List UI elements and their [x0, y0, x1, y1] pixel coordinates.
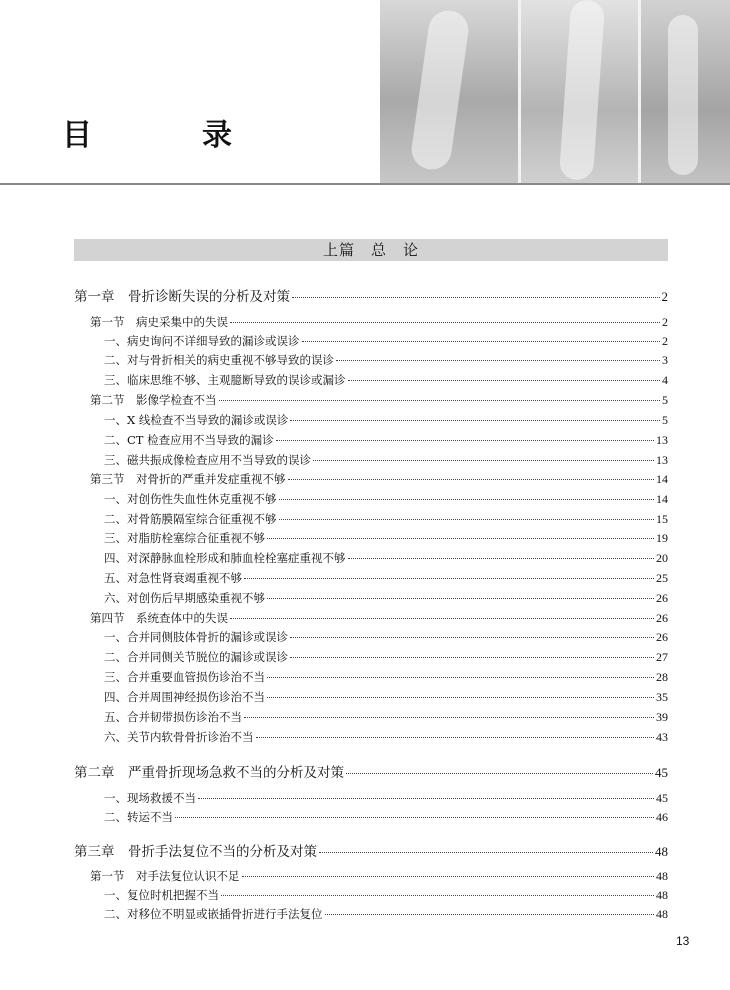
- toc-page-number: 14: [656, 472, 668, 486]
- toc-item-row: [104, 570, 668, 586]
- toc-item-title: 五、对急性肾衰竭重视不够: [104, 571, 242, 585]
- dot-leader: [219, 400, 661, 401]
- toc-page-number: 20: [656, 551, 668, 565]
- dot-leader: [292, 297, 660, 298]
- toc-page-number: 48: [656, 907, 668, 921]
- dot-leader: [267, 697, 654, 698]
- toc-item-row: [104, 809, 668, 825]
- dot-leader: [256, 737, 655, 738]
- toc-item-title: 一、合并同侧肢体骨折的漏诊或误诊: [104, 630, 288, 644]
- toc-section-title: 第一节 病史采集中的失误: [90, 315, 228, 329]
- toc-page-number: 13: [656, 453, 668, 467]
- toc-page-number: 2: [661, 289, 668, 304]
- toc-page-number: 28: [656, 670, 668, 684]
- toc-section-row: [90, 314, 668, 330]
- toc-item-title: 一、复位时机把握不当: [104, 888, 219, 902]
- toc-chapter-row: [74, 285, 668, 305]
- toc-page-number: 26: [656, 611, 668, 625]
- toc-item-row: [104, 530, 668, 546]
- toc-page-number: 48: [656, 869, 668, 883]
- toc-item-row: [104, 511, 668, 527]
- toc-page-number: 4: [662, 373, 668, 387]
- dot-leader: [290, 657, 654, 658]
- toc-section-row: [90, 471, 668, 487]
- toc-item-row: [104, 412, 668, 428]
- toc-item-title: 二、对骨筋膜隔室综合征重视不够: [104, 512, 277, 526]
- toc-chapter-title: 第一章 骨折诊断失误的分析及对策: [74, 289, 290, 305]
- toc-item-row: [104, 887, 668, 903]
- dot-leader: [325, 914, 655, 915]
- part-header: 上篇 总 论: [74, 239, 668, 261]
- toc-item-title: 二、对与骨折相关的病史重视不够导致的误诊: [104, 353, 334, 367]
- xray-image-1: [380, 0, 520, 183]
- toc-page-number: 2: [662, 315, 668, 329]
- toc-page-number: 46: [656, 810, 668, 824]
- xray-image-3: [640, 0, 730, 183]
- toc-item-title: 六、对创伤后早期感染重视不够: [104, 591, 265, 605]
- dot-leader: [290, 637, 654, 638]
- toc-item-title: 三、磁共振成像检查应用不当导致的误诊: [104, 453, 311, 467]
- toc-page-number: 19: [656, 531, 668, 545]
- toc-item-title: 一、对创伤性失血性休克重视不够: [104, 492, 277, 506]
- dot-leader: [267, 677, 654, 678]
- toc-item-row: [104, 669, 668, 685]
- dot-leader: [319, 852, 653, 853]
- toc-section-row: [90, 868, 668, 884]
- dot-leader: [221, 895, 654, 896]
- toc-item-row: [104, 790, 668, 806]
- dot-leader: [198, 798, 654, 799]
- xray-image-2: [520, 0, 640, 183]
- toc-page-number: 5: [662, 413, 668, 427]
- toc-chapter-row: [74, 761, 668, 781]
- toc-section-row: [90, 392, 668, 408]
- toc-item-row: [104, 629, 668, 645]
- toc-item-row: [104, 550, 668, 566]
- dot-leader: [267, 538, 654, 539]
- toc-item-title: 三、临床思维不够、主观臆断导致的误诊或漏诊: [104, 373, 346, 387]
- toc-item-title: 三、合并重要血管损伤诊治不当: [104, 670, 265, 684]
- toc-page-number: 3: [662, 353, 668, 367]
- toc-item-row: [104, 649, 668, 665]
- toc-item-row: [104, 689, 668, 705]
- toc-item-row: [104, 729, 668, 745]
- toc-item-row: [104, 709, 668, 725]
- toc-item-row: [104, 432, 668, 448]
- toc-page-number: 14: [656, 492, 668, 506]
- toc-page-number: 15: [656, 512, 668, 526]
- toc-page-number: 27: [656, 650, 668, 664]
- image-divider: [518, 0, 521, 183]
- header-banner: [0, 0, 730, 185]
- dot-leader: [288, 479, 655, 480]
- toc-page-number: 26: [656, 591, 668, 605]
- toc-item-title: 一、病史询问不详细导致的漏诊或误诊: [104, 334, 300, 348]
- dot-leader: [313, 460, 654, 461]
- header-rule: [0, 183, 730, 185]
- toc-item-title: 二、合并同侧关节脱位的漏诊或误诊: [104, 650, 288, 664]
- toc-item-title: 二、转运不当: [104, 810, 173, 824]
- dot-leader: [279, 519, 655, 520]
- toc-page-number: 39: [656, 710, 668, 724]
- dot-leader: [348, 380, 661, 381]
- toc-section-title: 第二节 影像学检查不当: [90, 393, 217, 407]
- toc-chapter-row: [74, 840, 668, 860]
- toc-section-row: [90, 610, 668, 626]
- toc-section-title: 第四节 系统查体中的失误: [90, 611, 228, 625]
- toc-item-title: 二、CT 检查应用不当导致的漏诊: [104, 433, 274, 447]
- toc-item-row: [104, 372, 668, 388]
- toc-page-number: 48: [656, 888, 668, 902]
- dot-leader: [244, 717, 654, 718]
- dot-leader: [279, 499, 655, 500]
- toc-item-row: [104, 590, 668, 606]
- page-number: 13: [676, 934, 690, 948]
- toc-section-title: 第三节 对骨折的严重并发症重视不够: [90, 472, 286, 486]
- toc-item-title: 二、对移位不明显或嵌插骨折进行手法复位: [104, 907, 323, 921]
- toc-page-number: 45: [655, 765, 668, 780]
- toc-section-title: 第一节 对手法复位认识不足: [90, 869, 240, 883]
- dot-leader: [175, 817, 654, 818]
- dot-leader: [302, 341, 661, 342]
- dot-leader: [348, 558, 655, 559]
- toc-item-title: 四、合并周围神经损伤诊治不当: [104, 690, 265, 704]
- toc-chapter-title: 第三章 骨折手法复位不当的分析及对策: [74, 844, 317, 860]
- dot-leader: [336, 360, 660, 361]
- toc-item-title: 五、合并韧带损伤诊治不当: [104, 710, 242, 724]
- toc-item-title: 一、现场救援不当: [104, 791, 196, 805]
- dot-leader: [230, 618, 654, 619]
- toc-item-title: 四、对深静脉血栓形成和肺血栓栓塞症重视不够: [104, 551, 346, 565]
- toc-page-number: 48: [655, 844, 668, 859]
- toc-item-row: [104, 491, 668, 507]
- toc-item-title: 六、关节内软骨骨折诊治不当: [104, 730, 254, 744]
- toc-page-number: 25: [656, 571, 668, 585]
- dot-leader: [230, 322, 660, 323]
- toc-page-number: 2: [662, 334, 668, 348]
- dot-leader: [290, 420, 660, 421]
- toc-page-number: 35: [656, 690, 668, 704]
- toc-page-number: 13: [656, 433, 668, 447]
- toc-item-title: 一、X 线检查不当导致的漏诊或误诊: [104, 413, 289, 427]
- toc-page-number: 43: [656, 730, 668, 744]
- toc-item-title: 三、对脂肪栓塞综合征重视不够: [104, 531, 265, 545]
- dot-leader: [242, 876, 655, 877]
- toc-item-row: [104, 333, 668, 349]
- dot-leader: [276, 440, 654, 441]
- toc-item-row: [104, 452, 668, 468]
- toc-item-row: [104, 352, 668, 368]
- toc-page-number: 45: [656, 791, 668, 805]
- dot-leader: [267, 598, 654, 599]
- image-divider: [638, 0, 641, 183]
- dot-leader: [346, 773, 653, 774]
- dot-leader: [244, 578, 654, 579]
- toc-page-number: 5: [662, 393, 668, 407]
- toc-page-number: 26: [656, 630, 668, 644]
- page-title: 目 录: [62, 118, 272, 153]
- toc-chapter-title: 第二章 严重骨折现场急救不当的分析及对策: [74, 765, 344, 781]
- toc-item-row: [104, 906, 668, 922]
